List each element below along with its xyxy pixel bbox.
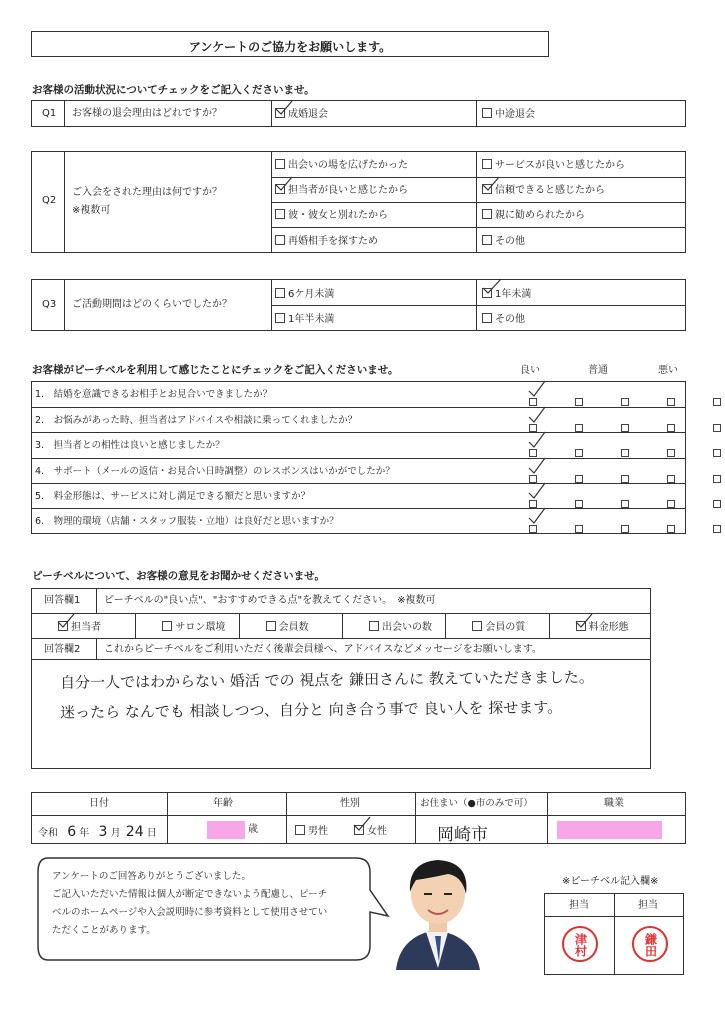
q3-option-3[interactable]: その他 [482, 313, 525, 325]
q2-option-1[interactable]: サービスが良いと感じたから [482, 159, 625, 171]
handwritten-line-2: 迷ったら なんでも 相談しつつ、自分と 向き合う事で 良い人を 探せます。 [59, 698, 563, 722]
q2-option-0[interactable]: 出会いの場を広げたかった [275, 159, 408, 171]
rating-question: 1. 結婚を意識できるお相手とお見合いできましたか？ [35, 389, 273, 400]
date-header: 日付 [89, 798, 109, 809]
rating-checkbox-3[interactable] [621, 398, 629, 406]
rating-checkbox-5[interactable] [713, 424, 721, 432]
rating-checkbox-5[interactable] [713, 475, 721, 483]
q3-option-1[interactable]: 1年未満 [482, 288, 531, 300]
rating-checkbox-2[interactable] [575, 449, 583, 457]
checkbox[interactable] [482, 235, 492, 245]
rating-checkbox-2[interactable] [575, 500, 583, 508]
q1-question: お客様の退会理由はどれですか？ [72, 108, 222, 119]
answer2-label: 回答欄2 [44, 644, 81, 655]
section3-heading: ピーチベルについて、お客様の意見をお聞かせくださいませ。 [32, 570, 325, 582]
check-mark-icon [527, 506, 547, 526]
answer1-option-1[interactable]: サロン環境 [135, 613, 238, 638]
stamp-2: 鎌田 [632, 926, 668, 962]
section1-heading: お客様の活動状況についてチェックをご記入くださいませ。 [32, 84, 315, 96]
rating-checkbox-3[interactable] [621, 475, 629, 483]
checkbox[interactable] [482, 313, 492, 323]
rating-question: 4. サポート（メールの返信・お見合い日時調整）のレスポンスはいかがでしたか？ [35, 465, 395, 477]
check-mark-icon [527, 456, 547, 476]
answer1-option-2[interactable]: 会員数 [239, 613, 342, 638]
message-line-1: アンケートのご回答ありがとうございました。 [52, 871, 251, 882]
checkbox[interactable] [482, 159, 492, 169]
scale-bad: 悪い [658, 365, 678, 376]
answer2-prompt: これからピーチベルをご利用いただく後輩会員様へ、アドバイスなどメッセージをお願いします。 [104, 644, 542, 655]
q2-label: Q2 [42, 195, 57, 206]
rating-checkbox-4[interactable] [667, 424, 675, 432]
rating-checkbox-1[interactable] [529, 525, 537, 533]
city-value: 岡崎市 [436, 824, 489, 846]
rating-checkbox-5[interactable] [713, 525, 721, 533]
rating-question: 2. お悩みがあった時、担当者はアドバイスや相談に乗ってくれましたか？ [35, 415, 358, 427]
rating-table [31, 381, 686, 534]
rating-checkbox-5[interactable] [713, 500, 721, 508]
q2-option-7[interactable]: その他 [482, 235, 525, 247]
gender-header: 性別 [340, 798, 360, 809]
q2-note: ※複数可 [72, 205, 111, 216]
rating-row [32, 483, 685, 508]
staff-illustration [386, 850, 490, 970]
checkbox[interactable] [295, 825, 305, 835]
q3-table [31, 279, 686, 331]
age-redaction [207, 821, 245, 839]
answer1-option-3[interactable]: 出会いの数 [342, 613, 445, 638]
section2-heading: お客様がピーチベルを利用して感じたことにチェックをご記入くださいませ。 [32, 364, 399, 376]
q1-option-0[interactable]: 成婚退会 [275, 108, 328, 120]
checkbox[interactable] [472, 621, 482, 631]
rating-checkbox-2[interactable] [575, 525, 583, 533]
q2-option-4[interactable]: 彼・彼女と別れたから [275, 209, 388, 221]
check-mark-icon [527, 481, 547, 501]
q2-option-5[interactable]: 親に勧められたから [482, 209, 585, 221]
check-mark-icon [481, 175, 501, 193]
age-unit: 歳 [248, 824, 258, 835]
gender-male[interactable]: 男性 [295, 825, 328, 837]
answer1-label: 回答欄1 [44, 595, 81, 606]
check-mark-icon [352, 815, 372, 833]
message-line-2: ご記入いただいた情報は個人が断定できないよう配慮し、ピーチ [52, 889, 328, 900]
check-mark-icon [274, 175, 294, 193]
q3-option-0[interactable]: 6ケ月未満 [275, 288, 334, 300]
rating-checkbox-2[interactable] [575, 424, 583, 432]
checkbox[interactable] [482, 209, 492, 219]
q2-option-6[interactable]: 再婚相手を探すため [275, 235, 378, 247]
rating-question: 6. 物理的環境（店舗・スタッフ服装・立地）は良好だと思いますか？ [35, 516, 339, 527]
q2-question: ご入会をされた理由は何ですか？ [72, 187, 222, 198]
rating-checkbox-4[interactable] [667, 398, 675, 406]
rating-checkbox-4[interactable] [667, 449, 675, 457]
address-header: お住まい（●市のみで可） [420, 798, 533, 809]
rating-checkbox-3[interactable] [621, 500, 629, 508]
scale-good: 良い [520, 365, 540, 376]
staff-table [544, 893, 684, 975]
rating-checkbox-2[interactable] [575, 398, 583, 406]
answer1-option-5[interactable]: 料金形態 [549, 613, 652, 638]
checkbox[interactable] [162, 621, 172, 631]
q1-label: Q1 [42, 108, 57, 119]
rating-question: 5. 料金形態は、サービスに対し満足できる額だと思いますか？ [35, 490, 311, 502]
rating-row [32, 407, 685, 432]
page-title: アンケートのご協力をお願いします。 [188, 40, 392, 54]
checkbox[interactable] [275, 209, 285, 219]
checkbox[interactable] [369, 621, 379, 631]
check-mark-icon [527, 405, 547, 425]
rating-checkbox-2[interactable] [575, 475, 583, 483]
rating-checkbox-4[interactable] [667, 525, 675, 533]
checkbox[interactable] [482, 108, 492, 118]
check-mark-icon [481, 278, 503, 296]
rating-row [32, 458, 685, 483]
answer1-option-0[interactable]: 担当者 [32, 613, 135, 638]
check-mark-icon [574, 612, 594, 630]
handwritten-line-1: 自分一人ではわからない 婚活 での 視点を 鎌田さんに 教えていただきました。 [59, 668, 594, 692]
job-header: 職業 [604, 798, 624, 809]
checkbox[interactable] [275, 159, 285, 169]
check-mark-icon [527, 379, 547, 399]
stamp-1: 津村 [562, 926, 598, 962]
checkbox[interactable] [275, 313, 285, 323]
answer-table [31, 588, 651, 769]
q3-label: Q3 [42, 299, 57, 310]
rating-row [32, 432, 685, 457]
rating-row [32, 508, 685, 533]
rating-checkbox-5[interactable] [713, 449, 721, 457]
answer1-option-4[interactable]: 会員の質 [445, 613, 548, 638]
rating-checkbox-3[interactable] [621, 424, 629, 432]
scale-normal: 普通 [588, 365, 608, 376]
rating-question: 3. 担当者との相性は良いと感じましたか？ [35, 440, 225, 452]
rating-checkbox-3[interactable] [621, 525, 629, 533]
staff-heading: ※ピーチベル記入欄※ [562, 876, 659, 887]
message-line-3: ベルのホームページや入会説明時に参考資料として使用させてい [52, 907, 328, 918]
checkbox[interactable] [275, 288, 285, 298]
job-redaction [557, 821, 662, 839]
rating-checkbox-4[interactable] [667, 475, 675, 483]
footer-table [31, 792, 686, 844]
staff-col2: 担当 [638, 900, 658, 911]
rating-checkbox-4[interactable] [667, 500, 675, 508]
answer1-prompt: ピーチベルの"良い点"、"おすすめできる点"を教えてください。 ※複数可 [104, 595, 436, 606]
rating-row [32, 382, 685, 407]
q1-option-1[interactable]: 中途退会 [482, 108, 535, 120]
check-mark-icon [56, 612, 76, 630]
rating-checkbox-5[interactable] [713, 398, 721, 406]
staff-col1: 担当 [569, 900, 589, 911]
q3-option-2[interactable]: 1年半未満 [275, 313, 334, 325]
q2-option-3[interactable]: 信頼できると感じたから [482, 184, 605, 196]
checkbox[interactable] [275, 235, 285, 245]
gender-female[interactable]: 女性 [354, 825, 387, 837]
q3-question: ご活動期間はどのくらいでしたか？ [72, 299, 232, 310]
message-line-4: ただくことがあります。 [52, 925, 156, 936]
age-header: 年齢 [213, 798, 233, 809]
date-value: 令和 6 年 3 月 24 日 [38, 824, 157, 840]
rating-checkbox-3[interactable] [621, 449, 629, 457]
q2-option-2[interactable]: 担当者が良いと感じたから [275, 184, 408, 196]
check-mark-icon [527, 430, 547, 450]
check-mark-icon [274, 99, 294, 117]
title-box [31, 31, 549, 57]
checkbox[interactable] [266, 621, 276, 631]
q1-table [31, 100, 686, 127]
q2-table [31, 151, 686, 253]
